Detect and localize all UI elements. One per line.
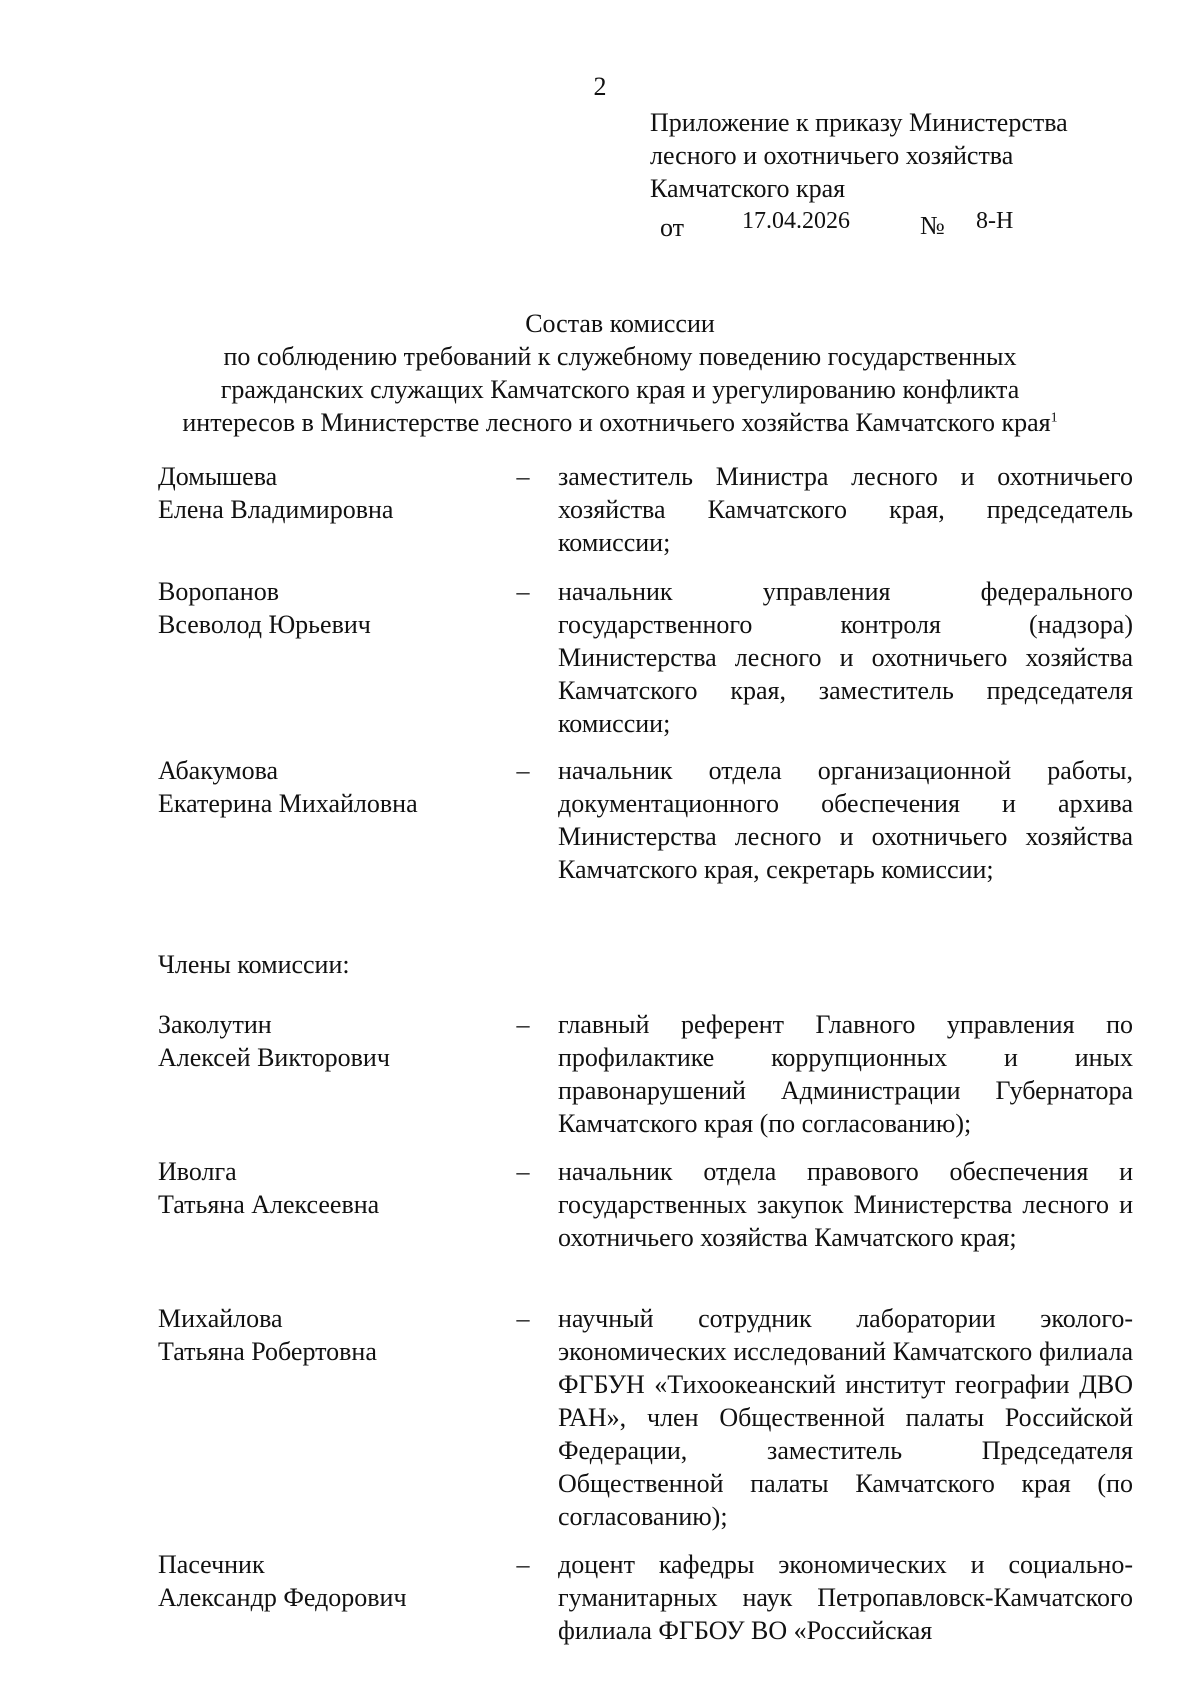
member-given-names: Всеволод Юрьевич xyxy=(158,610,371,639)
member-role: начальник отдела правового обеспечения и государственных закупок Министерства лесного и охотничьего хозяйства Камчатского края; xyxy=(558,1157,1133,1252)
member-role: начальник отдела организационной работы, документационного обеспечения и архива Министерства лесного и охотничьего хозяйства Камчатского края, секретарь комиссии; xyxy=(558,756,1133,884)
member-given-names: Алексей Викторович xyxy=(158,1043,390,1072)
appendix-line-3: Камчатского края xyxy=(650,174,846,203)
dash-separator: – xyxy=(516,1304,530,1333)
number-label: № xyxy=(920,211,945,240)
member-given-names: Татьяна Алексеевна xyxy=(158,1190,380,1219)
member-surname: Пасечник xyxy=(158,1550,265,1579)
member-name xyxy=(158,575,498,641)
page-number: 2 xyxy=(593,72,607,101)
member-surname: Михайлова xyxy=(158,1304,283,1333)
appendix-line-2: лесного и охотничьего хозяйства xyxy=(650,141,1014,170)
member-given-names: Татьяна Робертовна xyxy=(158,1337,377,1366)
title-line-3: гражданских служащих Камчатского края и урегулированию конфликта xyxy=(220,375,1020,404)
member-given-names: Елена Владимировна xyxy=(158,495,394,524)
order-number: 8-Н xyxy=(976,208,1014,234)
member-name xyxy=(158,1155,498,1221)
member-name xyxy=(158,1008,498,1074)
member-role: начальник управления федерального государственного контроля (надзора) Министерства лесного и охотничьего хозяйства Камчатского края, заместитель председателя комиссии; xyxy=(558,577,1133,738)
title-line-2: по соблюдению требований к служебному поведению государственных xyxy=(223,342,1017,371)
footnote-mark: 1 xyxy=(1050,410,1058,426)
title-line-4 xyxy=(120,406,1120,439)
member-given-names: Екатерина Михайловна xyxy=(158,789,418,818)
member-role: доцент кафедры экономических и социально-гуманитарных наук Петропавловск-Камчатского филиала ФГБОУ ВО «Российская xyxy=(558,1550,1133,1645)
document-title xyxy=(120,307,1120,439)
member-given-names: Александр Федорович xyxy=(158,1583,407,1612)
member-name xyxy=(158,1548,498,1614)
member-role: главный референт Главного управления по профилактике коррупционных и иных правонарушений Администрации Губернатора Камчатского края (по согласованию); xyxy=(558,1010,1133,1138)
appendix-header xyxy=(650,106,1170,241)
member-surname: Иволга xyxy=(158,1157,237,1186)
member-surname: Заколутин xyxy=(158,1010,272,1039)
member-role: научный сотрудник лаборатории эколого-экономических исследований Камчатского филиала ФГБУН «Тихоокеанский институт географии ДВО РАН», член Общественной палаты Российской Федерации, заместитель Председателя Общественной палаты Камчатского края (по согласованию); xyxy=(558,1304,1133,1531)
member-name xyxy=(158,754,498,820)
order-date: 17.04.2026 xyxy=(742,208,850,234)
member-surname: Домышева xyxy=(158,462,278,491)
title-line-1: Состав комиссии xyxy=(525,309,715,338)
dash-separator: – xyxy=(516,462,530,491)
title-line-4-text: интересов в Министерстве лесного и охотничьего хозяйства Камчатского края xyxy=(182,408,1051,437)
members-section-label: Члены комиссии: xyxy=(158,950,350,979)
dash-separator: – xyxy=(516,577,530,606)
appendix-date-row xyxy=(650,205,1170,241)
dash-separator: – xyxy=(516,1550,530,1579)
member-surname: Воропанов xyxy=(158,577,279,606)
member-surname: Абакумова xyxy=(158,756,279,785)
member-name xyxy=(158,460,498,526)
dash-separator: – xyxy=(516,1010,530,1039)
appendix-line-1: Приложение к приказу Министерства xyxy=(650,108,1068,137)
member-name xyxy=(158,1302,498,1368)
from-label: от xyxy=(660,213,685,242)
member-role: заместитель Министра лесного и охотничьего хозяйства Камчатского края, председатель комиссии; xyxy=(558,462,1133,557)
dash-separator: – xyxy=(516,1157,530,1186)
dash-separator: – xyxy=(516,756,530,785)
